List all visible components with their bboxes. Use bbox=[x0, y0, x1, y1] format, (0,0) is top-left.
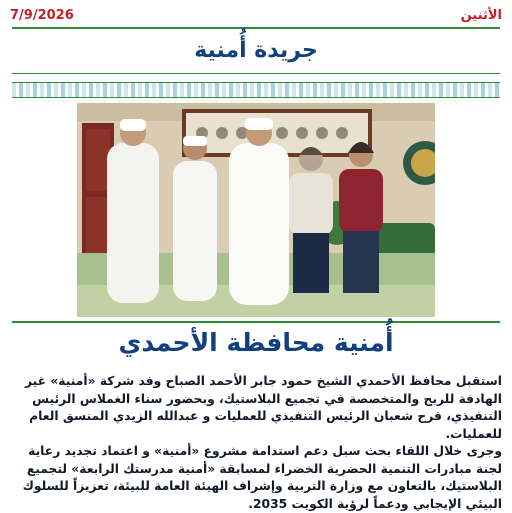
article-body bbox=[10, 373, 502, 513]
issue-day: الأثنين bbox=[460, 8, 502, 23]
article-headline: أُمنية محافظة الأحمدي bbox=[118, 328, 394, 357]
issue-date: 7/9/2026 bbox=[10, 8, 74, 23]
masthead-rule bbox=[12, 73, 500, 74]
article-paragraph-1: استقبل محافظ الأحمدي الشيخ حمود جابر الأحمد الصباح وفد شركة «أمنية» غير الهادفة للربح والمتخصصة في تجميع البلاستيك، وبحضور سناء الغملاس الرئيس التنفيذي، فرح شعبان الرئيس التنفيذي للعمليات و عبدالله الزيدي المنسق العام للعمليات. bbox=[25, 374, 502, 441]
photo-divider-rule bbox=[12, 321, 500, 323]
top-rule bbox=[12, 27, 500, 29]
meeting-photo bbox=[77, 103, 435, 317]
top-bar bbox=[0, 0, 512, 26]
newspaper-title: جريدة أُمنية bbox=[194, 38, 318, 63]
article-paragraph-2: وجرى خلال اللقاء بحث سبل دعم استدامة مشروع «أمنية» و اعتماد تجديد رعاية لجنة مبادرات التنمية الحضرية الخضراء لمسابقة «أمنية مدرستك الرابعة» لتجميع البلاستيك، بالتعاون مع وزارة التربية وإشراف الهيئة العامة للبيئة، تعزيزاً للسلوك البيئي الإيجابي ودعماً لرؤية الكويت 2035. bbox=[22, 444, 502, 511]
decorative-pattern-band bbox=[12, 82, 500, 98]
